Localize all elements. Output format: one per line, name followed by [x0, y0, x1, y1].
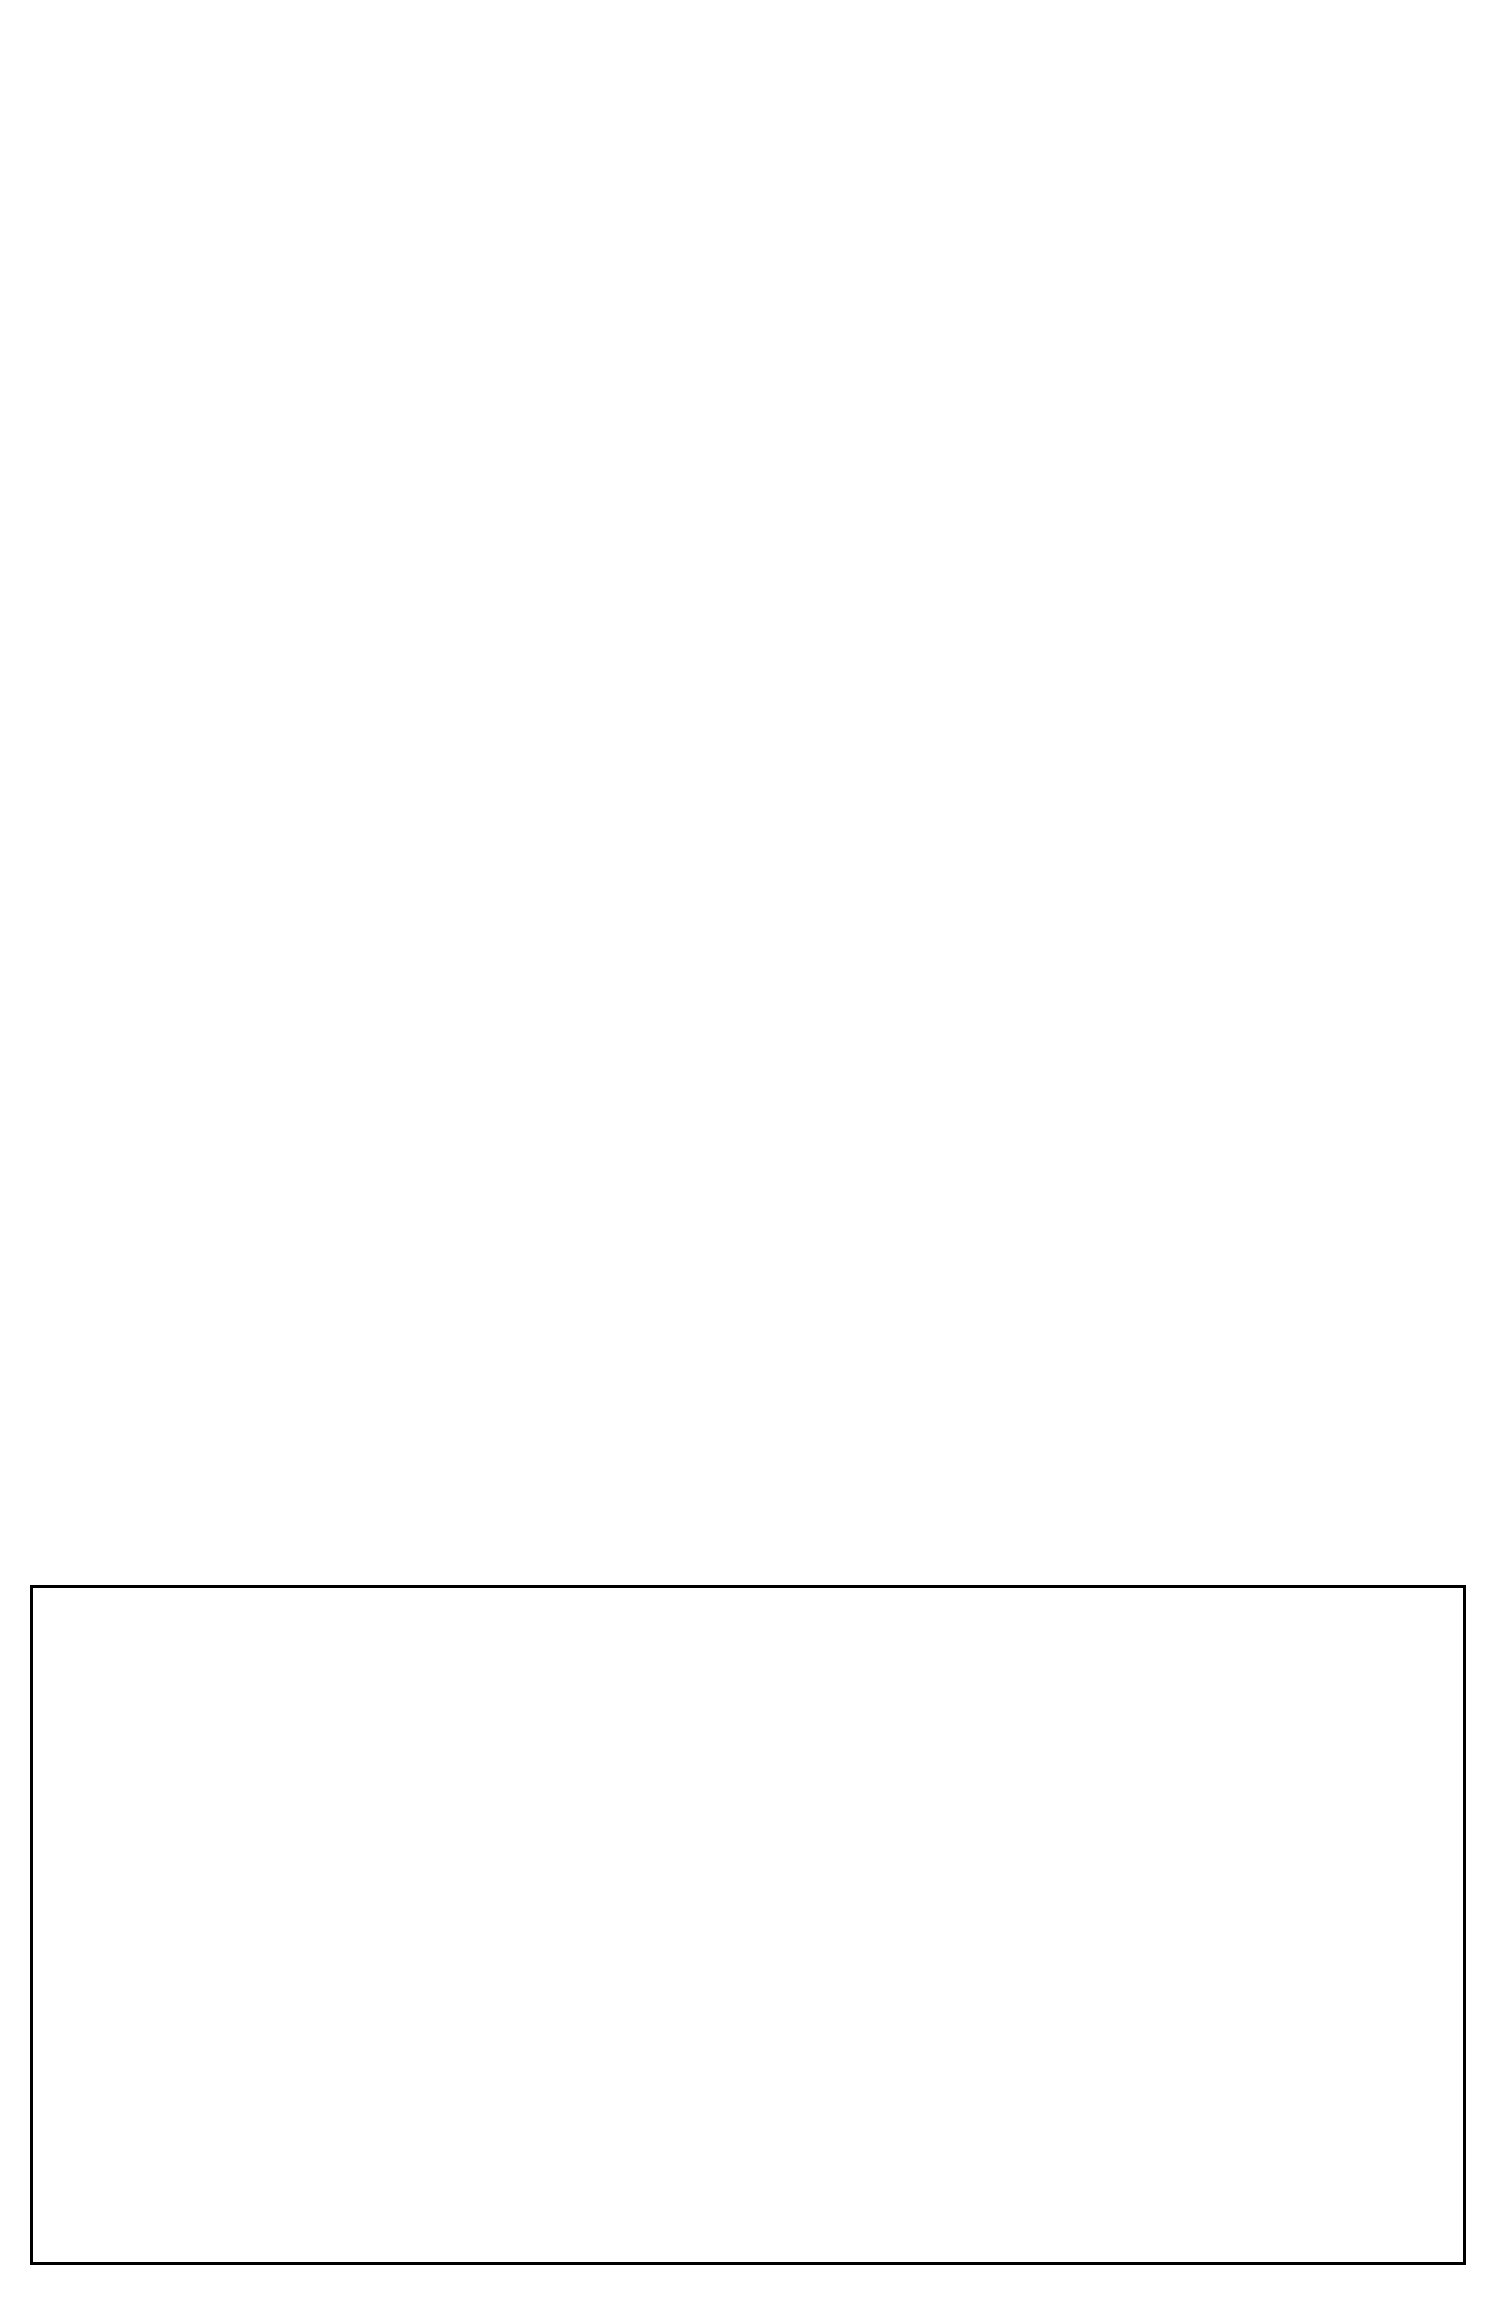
notice-box — [30, 1585, 1466, 2265]
article-line — [30, 1456, 1470, 1524]
notice-line — [57, 1928, 1439, 2008]
notice-line — [57, 1848, 1439, 1928]
notice-line — [57, 1688, 1439, 1768]
article-line — [30, 612, 1470, 660]
article-line — [30, 156, 1470, 224]
article-line — [30, 1048, 1470, 1116]
article-line — [30, 864, 1470, 932]
article-line — [30, 1320, 1470, 1388]
article-line — [30, 980, 1470, 1048]
article-line — [30, 340, 1470, 408]
article-line — [30, 1116, 1470, 1184]
article-line — [30, 660, 1470, 728]
article-line — [30, 932, 1470, 980]
article-line — [30, 88, 1470, 156]
article-line — [30, 1184, 1470, 1252]
article-line — [30, 1252, 1470, 1320]
notice-line — [57, 1768, 1439, 1848]
notice-line — [57, 2008, 1439, 2088]
notice-body — [57, 1688, 1439, 2248]
notice-line — [57, 2088, 1439, 2168]
article-line — [30, 408, 1470, 476]
notice-line — [57, 2168, 1439, 2248]
notice-title — [57, 1608, 1439, 1688]
article-line — [30, 796, 1470, 864]
article-body — [30, 20, 1470, 1550]
article-line — [30, 292, 1470, 340]
article-line — [30, 544, 1470, 612]
article-line — [30, 224, 1470, 292]
article-line — [30, 20, 1470, 88]
article-line — [30, 728, 1470, 796]
page — [30, 20, 1470, 2280]
article-line — [30, 1388, 1470, 1456]
article-line — [30, 476, 1470, 544]
